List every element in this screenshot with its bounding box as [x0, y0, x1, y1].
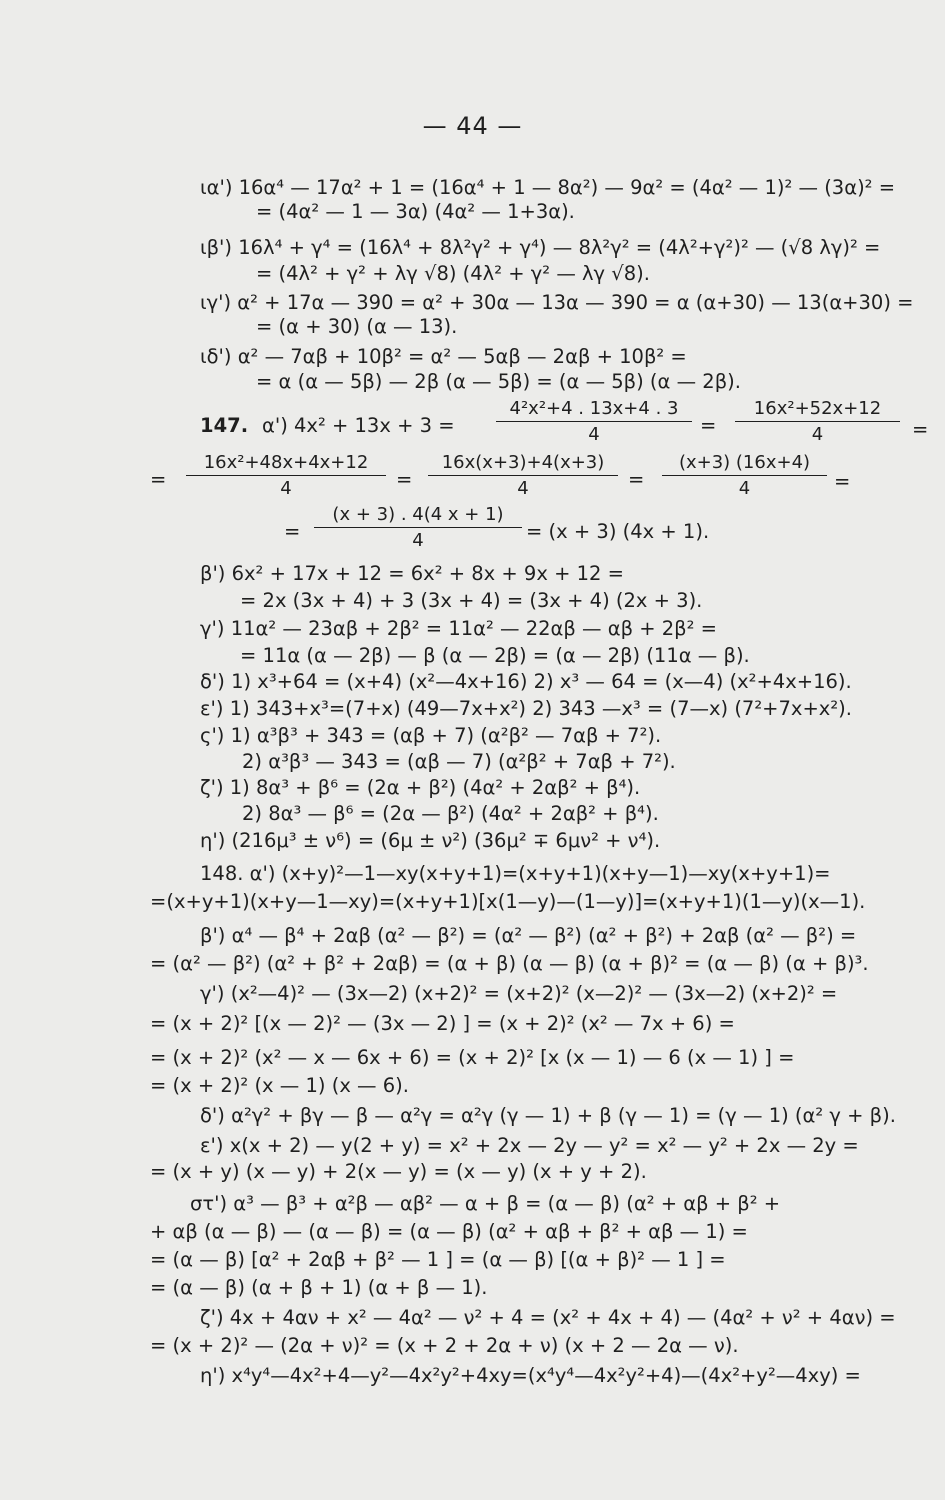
page-number: — 44 —	[422, 112, 523, 140]
math-line: β') α⁴ — β⁴ + 2αβ (α² — β²) = (α² — β²) (α² + β²) + 2αβ (α² — β²) =	[200, 924, 857, 947]
math-line: = (x + y) (x — y) + 2(x — y) = (x — y) (x + y + 2).	[150, 1160, 647, 1183]
fraction-denominator: 4	[517, 478, 529, 499]
math-line: ε') x(x + 2) — y(2 + y) = x² + 2x — 2y — y² = x² — y² + 2x — 2y =	[200, 1134, 859, 1157]
math-line: =(x+y+1)(x+y—1—xy)=(x+y+1)[x(1—y)—(1—y)]=(x+y+1)(1—y)(x—1).	[150, 890, 866, 913]
fraction-numerator: (x+3) (16x+4)	[678, 452, 811, 473]
math-line: + αβ (α — β) — (α — β) = (α — β) (α² + αβ + β² + αβ — 1) =	[150, 1220, 748, 1243]
math-segment: = (x + 3) (4x + 1).	[526, 520, 710, 543]
fraction-denominator: 4	[280, 478, 292, 499]
equals-sign: =	[834, 470, 851, 493]
math-line: ια') 16α⁴ — 17α² + 1 = (16α⁴ + 1 — 8α²) — 9α² = (4α² — 1)² — (3α)² =	[200, 176, 896, 199]
fraction-denominator: 4	[811, 424, 824, 445]
fraction-numerator: 16x(x+3)+4(x+3)	[441, 452, 605, 473]
fraction-numerator: 4²x²+4 . 13x+4 . 3	[509, 398, 679, 419]
fraction-bar	[428, 475, 618, 476]
equals-sign: =	[396, 468, 413, 491]
math-line: = 11α (α — 2β) — β (α — 2β) = (α — 2β) (11α — β).	[240, 644, 750, 667]
fraction-bar	[735, 421, 900, 422]
math-line: = (α — β) [α² + 2αβ + β² — 1 ] = (α — β) [(α + β)² — 1 ] =	[150, 1248, 726, 1271]
math-line: ιγ') α² + 17α — 390 = α² + 30α — 13α — 390 = α (α+30) — 13(α+30) =	[200, 291, 914, 314]
math-line: = (x + 2)² — (2α + ν)² = (x + 2 + 2α + ν) (x + 2 — 2α — ν).	[150, 1334, 739, 1357]
math-line: 148. α') (x+y)²—1—xy(x+y+1)=(x+y+1)(x+y—1)—xy(x+y+1)=	[200, 862, 831, 885]
fraction-numerator: 16x²+52x+12	[753, 398, 882, 419]
math-line: = (α + 30) (α — 13).	[256, 315, 458, 338]
fraction-denominator: 4	[738, 478, 751, 499]
math-line: ιβ') 16λ⁴ + γ⁴ = (16λ⁴ + 8λ²γ² + γ⁴) — 8λ²γ² = (4λ²+γ²)² — (√8 λγ)² =	[200, 236, 881, 259]
fraction-bar	[186, 475, 386, 476]
fraction-bar	[662, 475, 827, 476]
equals-sign: =	[912, 418, 929, 441]
fraction	[314, 504, 522, 552]
math-line: δ') α²γ² + βγ — β — α²γ = α²γ (γ — 1) + β (γ — 1) = (γ — 1) (α² γ + β).	[200, 1104, 896, 1127]
math-segment: α') 4x² + 13x + 3 =	[262, 414, 455, 437]
math-line: 2) α³β³ — 343 = (αβ — 7) (α²β² + 7αβ + 7²).	[242, 750, 676, 773]
equals-sign: =	[628, 468, 645, 491]
fraction	[186, 452, 386, 500]
equals-sign: =	[150, 468, 167, 491]
fraction	[735, 398, 900, 446]
math-line: δ') 1) x³+64 = (x+4) (x²—4x+16) 2) x³ — 64 = (x—4) (x²+4x+16).	[200, 670, 852, 693]
math-line: = (4α² — 1 — 3α) (4α² — 1+3α).	[256, 200, 575, 223]
math-line: = (x + 2)² (x — 1) (x — 6).	[150, 1074, 409, 1097]
math-line: = 2x (3x + 4) + 3 (3x + 4) = (3x + 4) (2x + 3).	[240, 589, 703, 612]
fraction	[496, 398, 692, 446]
fraction-denominator: 4	[412, 530, 424, 551]
math-line: η') x⁴y⁴—4x²+4—y²—4x²y²+4xy=(x⁴y⁴—4x²y²+4)—(4x²+y²—4xy) =	[200, 1364, 861, 1387]
equals-sign: =	[700, 414, 717, 437]
math-line: = (x + 2)² [(x — 2)² — (3x — 2) ] = (x + 2)² (x² — 7x + 6) =	[150, 1012, 735, 1035]
equals-sign: =	[284, 520, 301, 543]
exercise-number: 147.	[200, 414, 249, 437]
math-line: ιδ') α² — 7αβ + 10β² = α² — 5αβ — 2αβ + 10β² =	[200, 345, 687, 368]
math-line: η') (216μ³ ± ν⁶) = (6μ ± ν²) (36μ² ∓ 6μν² + ν⁴).	[200, 829, 661, 852]
math-line: ζ') 4x + 4αν + x² — 4α² — ν² + 4 = (x² + 4x + 4) — (4α² + ν² + 4αν) =	[200, 1306, 896, 1329]
math-line: β') 6x² + 17x + 12 = 6x² + 8x + 9x + 12 =	[200, 562, 624, 585]
math-line: ς') 1) α³β³ + 343 = (αβ + 7) (α²β² — 7αβ + 7²).	[200, 724, 662, 747]
fraction	[662, 452, 827, 500]
fraction-bar	[314, 527, 522, 528]
math-line: = (α² — β²) (α² + β² + 2αβ) = (α + β) (α — β) (α + β)² = (α — β) (α + β)³.	[150, 952, 869, 975]
fraction-numerator: (x + 3) . 4(4 x + 1)	[332, 504, 504, 525]
math-line: = (x + 2)² (x² — x — 6x + 6) = (x + 2)² [x (x — 1) — 6 (x — 1) ] =	[150, 1046, 795, 1069]
fraction-denominator: 4	[588, 424, 600, 445]
math-line: = α (α — 5β) — 2β (α — 5β) = (α — 5β) (α — 2β).	[256, 370, 741, 393]
math-line: = (4λ² + γ² + λγ √8) (4λ² + γ² — λγ √8).	[256, 262, 650, 285]
math-line: 2) 8α³ — β⁶ = (2α — β²) (4α² + 2αβ² + β⁴).	[242, 802, 659, 825]
math-line: στ') α³ — β³ + α²β — αβ² — α + β = (α — β) (α² + αβ + β² +	[190, 1192, 781, 1215]
fraction	[428, 452, 618, 500]
math-line: ζ') 1) 8α³ + β⁶ = (2α + β²) (4α² + 2αβ² + β⁴).	[200, 776, 641, 799]
math-line: γ') 11α² — 23αβ + 2β² = 11α² — 22αβ — αβ + 2β² =	[200, 617, 717, 640]
math-line: = (α — β) (α + β + 1) (α + β — 1).	[150, 1276, 488, 1299]
math-line: γ') (x²—4)² — (3x—2) (x+2)² = (x+2)² (x—2)² — (3x—2) (x+2)² =	[200, 982, 838, 1005]
fraction-bar	[496, 421, 692, 422]
math-line: ε') 1) 343+x³=(7+x) (49—7x+x²) 2) 343 —x³ = (7—x) (7²+7x+x²).	[200, 697, 852, 720]
fraction-numerator: 16x²+48x+4x+12	[203, 452, 369, 473]
